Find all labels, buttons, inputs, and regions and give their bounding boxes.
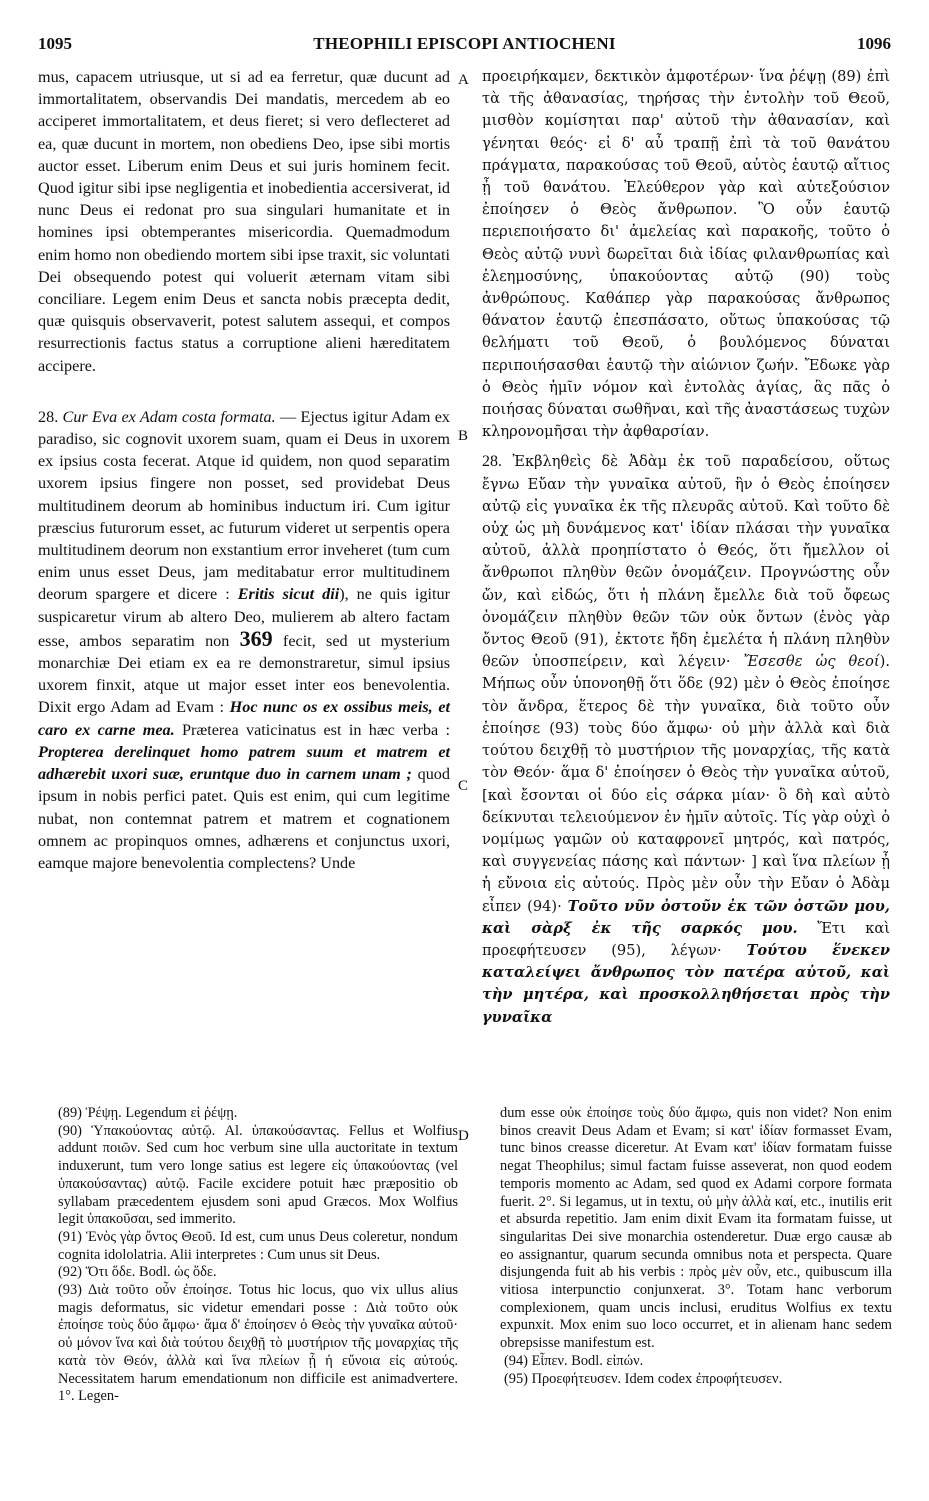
greek-text-a: Ἐκβληθεὶς δὲ Ἀδὰμ ἐκ τοῦ παραδείσου, οὕτως ἔγνω Εὔαν τὴν γυναῖκα αὐτοῦ, ἣν ὁ Θεὸς ἐποίησεν αὐτῷ εἰς γυναῖκα ἐκ τῆς πλευρᾶς αὐτοῦ. Καὶ τοῦτο δὲ οὐχ ὡς μὴ δυνάμενος κατ' ἰδίαν πλάσαι τὴν γυναῖκα αὐτοῦ, ἀλλὰ προηπίστατο ὁ Θεός, ὅτι ἤμελλον οἱ ἄνθρωποι πληθὺν θεῶν ὀνομάζειν. Προγνώστης οὖν ὤν, καὶ εἰδώς, ὅτι ἡ πλάνη ἔμελλε διὰ τοῦ ὄφεως ὀνομάζειν πληθὺν θεῶν τῶν οὐκ ὄντων (ἑνὸς γὰρ ὄντος Θεοῦ (91), ἐκτοτε ἤδη ἐμελέτα ἡ πλάνη πληθὺν θεῶν ὑποσπείρειν, καὶ λέγειν· — [482, 453, 890, 671]
greek-quote-2: Τοῦτο νῦν ὀστοῦν ἐκ τῶν ὀστῶν μου, καὶ σὰρξ ἐκ τῆς σαρκός μου. — [482, 897, 890, 937]
edition-page-marker: 369 — [239, 625, 273, 651]
margin-letter-b: B — [458, 428, 469, 444]
latin-quote-3: Propterea derelinquet homo patrem suum et matrem et adhærebit uxori suæ, eruntque duo in carnem unam ; — [38, 742, 450, 784]
latin-text-d: Præterea vaticinatus est in hæc verba : — [174, 720, 450, 739]
margin-letter-a: A — [458, 72, 469, 88]
left-page-number: 1095 — [38, 34, 72, 53]
latin-paragraph-1: mus, capacem utriusque, ut si ad ea ferretur, quæ ducunt ad immortalitatem, observandis Dei mandatis, mercedem ab eo acciperet immortalitatem, et deus fieret; si vero deflecteret ad ea, quæ ducunt in mortem, non obediens Deo, ipse sibi mortis auctor esset. Liberum enim Deus et sui juris hominem fecit. Quod igitur sibi ipse negligentia et inobedientia accersiverat, id nunc Deus ei redonat pro sua singulari humanitate et in homines ipsi obtemperantes misericordia. Quemadmodum enim homo non obediendo mortem sibi ipse traxit, sic voluntati Dei obsequendo potest qui voluerit æternam vitam sibi conciliare. Legem enim Deus et sancta nobis præcepta dedit, quæ quisquis observaverit, potest salutem assequi, et compos resurrectionis factus status a corruptione alieni hæreditatem accipere. — [38, 68, 450, 375]
footnote-89: (89) Ῥέψῃ. Legendum εἰ ῥέψῃ. — [58, 1105, 238, 1121]
footnote-90: (90) Ὑπακούοντας αὐτῷ. Al. ὑπακούσαντας. Fellus et Wolfius addunt ποιῶν. Sed cum hoc verbum sine ulla auctoritate in textum induxerunt, tum vero longe satius est legere εἰς ὑπακούοντας (vel ὑπακούσαντας) αὐτῷ. Facile excidere potuit hæc præpositio ob syllabam præcedentem ejusdem soni apud Græcos. Mox Wolfius legit ὑπακοῦσαι, sed immerito. — [58, 1122, 458, 1228]
latin-quote-1: Eritis sicut dii — [237, 585, 340, 604]
running-header — [38, 34, 891, 56]
greek-paragraph-1: προειρήκαμεν, δεκτικὸν ἀμφοτέρων· ἵνα ῥέψῃ (89) ἐπὶ τὰ τῆς ἀθανασίας, τηρήσας τὴν ἐντολὴν τοῦ Θεοῦ, μισθὸν κομίσηται παρ' αὐτοῦ τὴν ἀθανασίαν, καὶ γένηται θεός· εἰ δ' αὖ τραπῇ ἐπὶ τὰ τοῦ θανάτου πράγματα, παρακούσας τοῦ Θεοῦ, αὐτὸς ἑαυτῷ αἴτιος ᾖ τοῦ θανάτου. Ἐλεύθερον γὰρ καὶ αὐτεξούσιον ἐποίησεν ὁ Θεὸς ἄνθρωπον. Ὃ οὖν ἑαυτῷ περιεποιήσατο δι' ἀμελείας καὶ παρακοῆς, τοῦτο ὁ Θεὸς αὐτῷ νυνὶ δωρεῖται διὰ ἰδίας φιλανθρωπίας καὶ ἐλεημοσύνης, ὑπακούοντας αὐτῷ (90) τοὺς ἀνθρώπους. Καθάπερ γὰρ παρακούσας ἄνθρωπος θάνατον ἑαυτῷ ἐπεσπάσατο, οὕτως ὑπακούσας τῷ θελήματι τοῦ Θεοῦ, ὁ βουλόμενος δύναται περιποιήσασθαι ἑαυτῷ τὴν αἰώνιον ζωήν. Ἔδωκε γὰρ ὁ Θεὸς ἡμῖν νόμον καὶ ἐντολὰς ἁγίας, ἃς πᾶς ὁ ποιήσας δύναται σωθῆναι, καὶ τῆς ἀναστάσεως τυχὼν κληρονομῆσαι τὴν ἀφθαρσίαν. — [482, 68, 890, 441]
latin-text-c: fecit, sed ut mysterium monarchiæ Dei etiam ex ea re demonstraretur, simul ipsius uxorem finxit, atque ut major esset inter eos benevolentia. Dixit ergo Adam ad Evam : — [38, 631, 450, 717]
right-page-number: 1096 — [857, 34, 891, 53]
latin-quote-2: Hoc nunc os ex ossibus meis, et caro ex carne mea. — [38, 698, 451, 739]
greek-quote-3: Τούτου ἕνεκεν καταλείψει ἄνθρωπος τὸν πατέρα αὐτοῦ, καὶ τὴν μητέρα, καὶ προσκολληθήσεται πρὸς τὴν γυναῖκα — [482, 941, 890, 1026]
latin-paragraph-2 — [38, 406, 450, 874]
latin-section-heading: Cur Eva ex Adam costa formata. — [62, 407, 276, 426]
footnote-95: (95) Προεφήτευσεν. Idem codex ἐπροφήτευσεν. — [504, 1370, 783, 1387]
latin-text-a: — Ejectus igitur Adam ex paradiso, sic cognovit uxorem suam, quam ei Deus in uxorem ex ipsius costa fecerat. Atque id quidem, non quod separatim uxorem ipsius fingere non posset, sed providebat Deus multitudinem deorum ab hominibus inductum iri. Cum igitur præscius futurorum esset, ac futurum videret ut serpentis opera multitudinem deorum non exstantium error inveheret (tum cum enim unus esset Deus, jam meditabatur error multitudinem deorum spargere et dicere : — [38, 407, 450, 604]
greek-text-c: Ἔτι καὶ προεφήτευσεν (95), λέγων· — [482, 919, 890, 959]
latin-text-b: ), ne quis igitur suspicaretur virum ab altero Deo, mulierem ab altero factam esse, ambos separatim non — [38, 585, 450, 650]
margin-letter-d: D — [458, 1128, 469, 1144]
footnote-91: (91) Ἑνὸς γὰρ ὄντος Θεοῦ. Id est, cum unus Deus coleretur, nondum cognita idololatria. Alii interpretes : Cum unus sit Deus. — [58, 1228, 458, 1263]
footnote-93: (93) Διὰ τοῦτο οὖν ἐποίησε. Totus hic locus, quo vix ullus alius magis deformatus, sic videtur emendari posse : Διὰ τοῦτο οὐκ ἐποίησε τοὺς δύο ἄμφω· ἅμα δ' ἐποίησεν ὁ Θεὸς τὴν γυναῖκα αὐτοῦ· οὐ μόνον ἵνα καὶ διὰ τούτου δειχθῇ τὸ μυστήριον τῆς μοναρχίας τῆς κατὰ τὸν Θεόν, ἀλλὰ καὶ ἵνα πλείων ᾖ ἡ εὔνοια εἰς αὐτούς. Necessitatem harum emendationum non difficile est animadvertere. 1°. Legen- — [58, 1282, 458, 1405]
latin-section-number: 28. — [38, 407, 59, 426]
footnotes-left — [58, 1105, 458, 1406]
footnote-94: (94) Εἶπεν. Bodl. εἰπών. — [504, 1352, 644, 1369]
footnote-93-continued: dum esse οὐκ ἐποίησε τοὺς δύο ἄμφω, quis non videt? Non enim binos creavit Deus Adam et Evam; si κατ' ἰδίαν formasset Evam, tunc binos creasse diceretur. At Evam κατ' ἰδίαν formatam fuisse negat Theophilus; simul factam fuisse asseverat, non quod eodem temporis momento ac Adam, sed quod ex Adami corpore formata fuerit. 2°. Si legamus, ut in textu, οὐ μὴν ἀλλὰ καί, etc., inutilis erit et absurda repetitio. Jam enim dixit Evam ita formatam fuisse, ut singularitas Dei sive monarchia ostenderetur. Duæ ergo causæ ab eo assignantur, quarum secunda omnibus nota et perspecta. Quare disjungenda fuit ab his verbis : πρὸς μὲν οὖν, etc., quibuscum illa vitiosa interpunctio conjunxerat. 3°. Totam hanc verborum complexionem, quam uncis inclusi, eruditus Wolfius ex textu expunxit. Mox enim suo loco occurret, et in alienam hanc sedem obrepsisse manifestum est. — [500, 1105, 892, 1352]
latin-column — [38, 66, 450, 874]
margin-letter-c: C — [458, 778, 469, 794]
greek-column — [482, 66, 890, 1029]
latin-text-e: quod ipsum in nobis perfici patet. Quis est enim, qui cum legitime nubat, non contemnat patrem et matrem et cognationem omnem ac propinquos omnes, adhærens et conjunctus uxori, eamque majore benevolentia complectens? Unde — [38, 765, 450, 872]
greek-paragraph-2 — [482, 451, 890, 1028]
greek-quote-1: Ἔσεσθε ὡς θεοί — [743, 653, 880, 671]
greek-text-b: ). Μήπως οὖν ὑπονοηθῇ ὅτι ὅδε (92) μὲν ὁ Θεὸς ἐποίησε τὸν ἄνδρα, ἕτερος δὲ τὴν γυναῖκα, διὰ τοῦτο οὖν ἐποίησε (93) τοὺς δύο ἄμφω· οὐ μὴν ἀλλὰ καὶ διὰ τούτου δειχθῇ τὸ μυστήριον τῆς μοναρχίας, τῆς κατὰ τὸν Θεόν· ἅμα δ' ἐποίησεν ὁ Θεὸς τὴν γυναῖκα αὐτοῦ, [καὶ ἔσονται οἱ δύο εἰς σάρκα μίαν· ὃ δὴ καὶ αὐτὸ δείκνυται τελειούμενον ἐν ἡμῖν αὐτοῖς. Τίς γὰρ οὐχὶ ὁ νομίμως γαμῶν οὐ καταφρονεῖ μητρός, καὶ πατρός, καὶ συγγενείας πάσης καὶ πάντων· ] καὶ ἵνα πλείων ᾖ ἡ εὔνοια εἰς αὐτούς. Πρὸς μὲν οὖν τὴν Εὔαν ὁ Ἀδὰμ εἶπεν (94)· — [482, 653, 890, 915]
greek-section-number: 28. — [482, 453, 502, 471]
running-title: THEOPHILI EPISCOPI ANTIOCHENI — [313, 34, 616, 53]
footnote-92: (92) Ὅτι ὅδε. Bodl. ὡς ὅδε. — [58, 1264, 217, 1281]
footnotes-right — [500, 1105, 892, 1388]
